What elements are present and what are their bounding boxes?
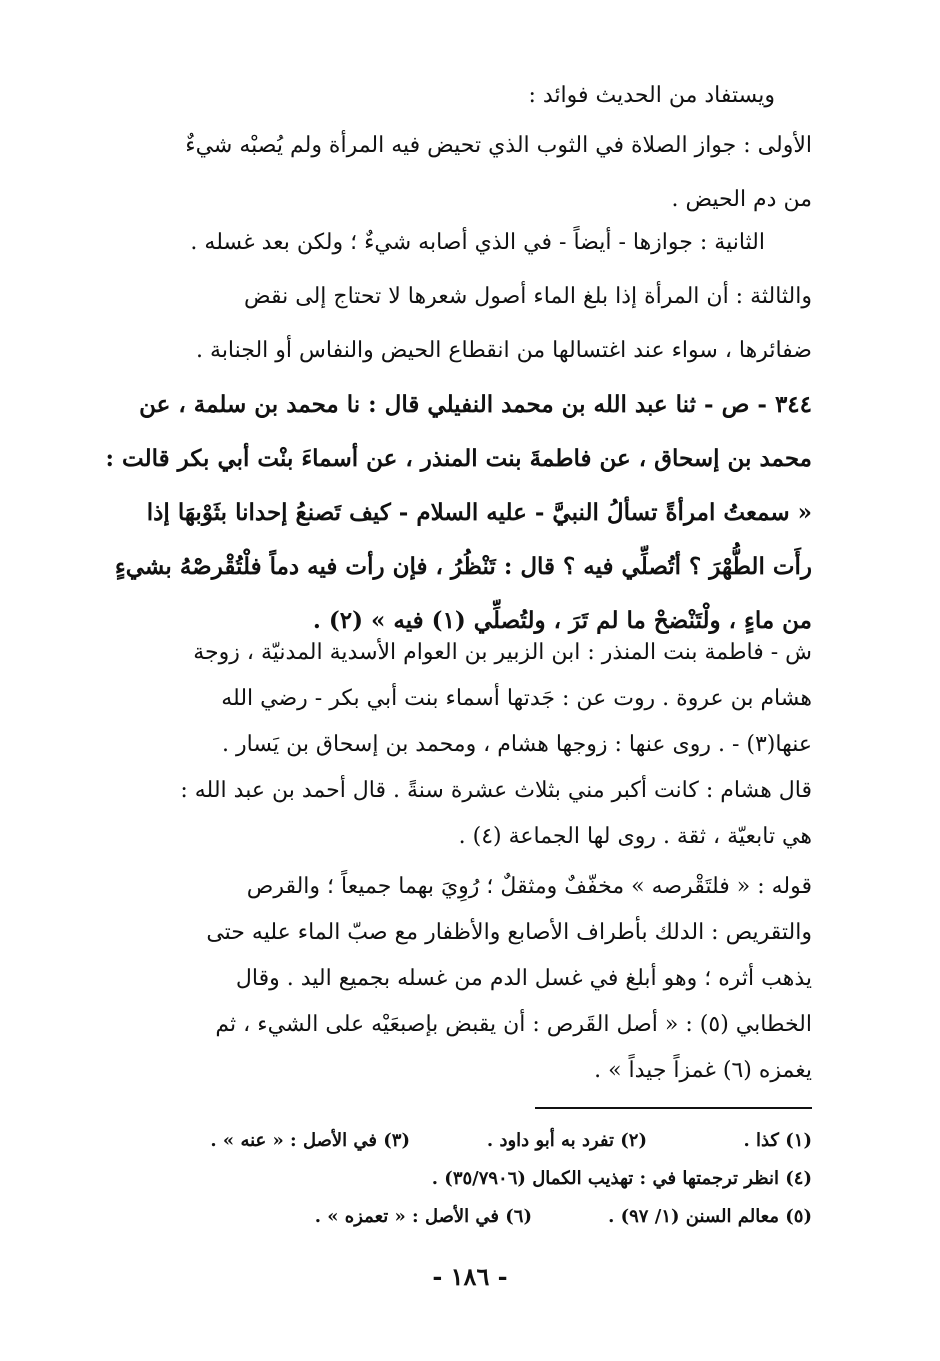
intro-line: ويستفاد من الحديث فوائد : [528, 83, 775, 108]
hadith-line: « سمعتُ امرأةً تسألُ النبيَّ - عليه السلام - كيف تَصنعُ إحدانا بثَوْبهَا إذا [146, 499, 812, 526]
footnote-separator [535, 1107, 812, 1109]
footnote-2: (٢) تفرد به أبو داود . [486, 1130, 647, 1151]
explanation-block [128, 864, 812, 1094]
hadith-line: محمد بن إسحاق ، عن فاطمةَ بنت المنذر ، عن أسماءَ بنْت أبي بكر قالت : [105, 445, 812, 472]
commentary-line: هشام بن عروة . روت عن : جَدتها أسماء بنت أبي بكر - رضي الله [221, 686, 812, 711]
footnotes [128, 1122, 812, 1236]
footnote-3: (٣) في الأصل : « عنه » . [210, 1130, 410, 1151]
hadith-block [105, 378, 812, 648]
commentary-line: عنها(٣) - . روى عنها : زوجها هشام ، ومحمد بن إسحاق بن يَسار . [222, 732, 812, 757]
footnote-4: (٤) انظر ترجمتها في : تهذيب الكمال (٣٥/٧٩٠٦) . [431, 1168, 812, 1189]
footnote-1: (١) كذا . [743, 1130, 812, 1151]
explanation-line: يذهب أثره ؛ وهو أبلغ في غسل الدم من غسله بجميع اليد . وقال [235, 966, 812, 991]
explanation-line: الخطابي (٥) : « أصل القَرص : أن يقبض بإصبعَيْه على الشيء ، ثم [215, 1012, 812, 1037]
commentary-line: قال هشام : كانت أكبر مني بثلاث عشرة سنةً . قال أحمد بن عبد الله : [180, 778, 812, 803]
hadith-line: رأَت الطُّهْرَ ؟ أتُصلِّي فيه ؟ قال : تَنْظُرُ ، فإن رأت فيه دماً فلْتُقْرصْهُ بشيءٍ [114, 553, 812, 580]
footnote-5: (٥) معالم السنن (١/ ٩٧) . [608, 1206, 812, 1227]
explanation-line: قوله : « فلتَقْرصه » مخفّفٌ ومثقلٌ ؛ رُوِيَ بهما جميعاً ؛ والقرص [246, 874, 812, 899]
text-line: الأولى : جواز الصلاة في الثوب الذي تحيض فيه المرأة ولم يُصبْه شيءٌ [185, 133, 812, 158]
benefit-first [128, 119, 812, 227]
explanation-line: والتقريص : الدلك بأطراف الأصابع والأظفار مع صبّ الماء عليه حتى [206, 920, 812, 945]
benefit-third [128, 270, 812, 378]
commentary-line: هي تابعيّة ، ثقة . روى لها الجماعة (٤) . [458, 824, 812, 849]
explanation-line: يغمزه (٦) غمزاً جيداً » . [594, 1058, 812, 1083]
hadith-line: ٣٤٤ - ص - ثنا عبد الله بن محمد النفيلي قال : نا محمد بن سلمة ، عن [139, 391, 812, 418]
text-line: ضفائرها ، سواء عند اغتسالها من انقطاع الحيض والنفاس أو الجنابة . [196, 338, 812, 363]
text-line: والثالثة : أن المرأة إذا بلغ الماء أصول شعرها لا تحتاج إلى نقض [244, 284, 812, 309]
commentary-line: ش - فاطمة بنت المنذر : ابن الزبير بن العوام الأسدية المدنيّة ، زوجة [193, 640, 812, 665]
benefit-second: الثانية : جوازها - أيضاً - في الذي أصابه شيءٌ ؛ ولكن بعد غسله . [190, 230, 765, 255]
commentary-block [128, 630, 812, 860]
text-line: من دم الحيض . [671, 187, 812, 212]
footnote-6: (٦) في الأصل : « تعمزه » . [314, 1206, 532, 1227]
page-number: - ١٨٦ - [432, 1262, 508, 1291]
hadith-line: من ماءٍ ، ولْتَنْضحْ ما لم تَرَ ، ولتُصلِّي (١) فيه » (٢) . [312, 607, 812, 634]
